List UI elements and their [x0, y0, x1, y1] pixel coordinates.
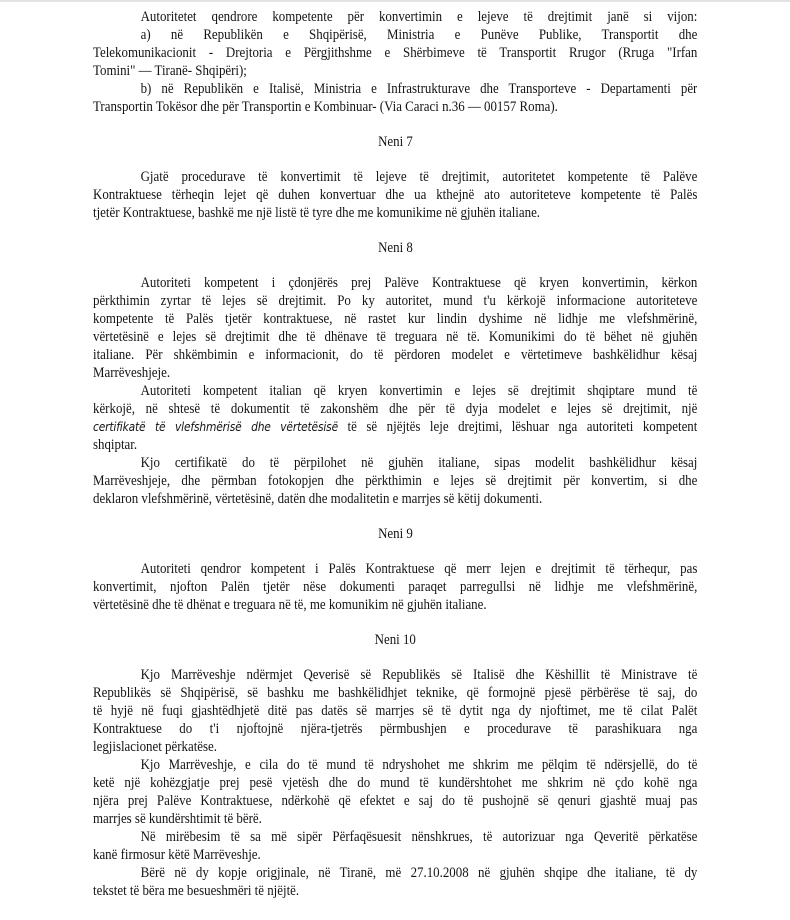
text-line: Gjatë procedurave të konvertimit të lejeve të drejtimit, autoritetet kompetente të Palëve — [140, 168, 697, 185]
text-line: italiane. Për shkëmbimin e informacionit, do të përdoren modelet e vërtetimeve bashkëlidhur kësaj — [93, 346, 697, 363]
text-line: ketë një kohëzgjatje prej pesë vjetësh dhe do mund të kundërshtohet me shkrim në çdo kohë nga — [93, 774, 697, 791]
article-7-paragraph — [93, 168, 697, 222]
text-line: Kontraktuese do t'i njoftojnë njëra-tjetrës përmbushjen e procedurave të parashikuara nga — [93, 720, 697, 737]
text-line: certifikatë të vlefshmërisë dhe vërtetësisë të së njëjtës leje drejtimi, lëshuar nga autoriteti kompetent — [93, 418, 697, 435]
text-line: Autoriteti kompetent i çdonjërës prej Palëve Kontraktuese që kryen konvertimin, kërkon — [140, 274, 697, 291]
article-10-paragraph-4 — [93, 864, 697, 900]
text-line: vërtetësinë dhe të dhënat e treguara në të, me komunikim në gjuhën italiane. — [93, 596, 487, 613]
text-line: konvertimit, njofton Palën tjetër nëse dokumenti paraqet parregullsi në lidhje me vlefshmërinë, — [93, 578, 697, 595]
article-heading: Neni 7 — [377, 133, 413, 150]
text-line: Autoriteti qendror kompetent i Palës Kontraktuese që merr lejen e drejtimit të tërhequr, pas — [140, 560, 697, 577]
article-8-paragraph-3 — [93, 454, 697, 508]
text-line: Autoriteti kompetent italian që kryen konvertimin e lejes së drejtimit shqiptare mund të — [140, 382, 697, 399]
text-line: kompetente të Palës tjetër kontraktuese, në rastet kur lindin dyshime në lidhje me vlefshmërinë, — [93, 310, 697, 327]
document-page — [93, 8, 697, 900]
article-heading: Neni 10 — [374, 631, 416, 648]
text-line: Marrëveshjeje. — [93, 364, 171, 381]
text-line: Kontraktuese tërheqin lejet që duhen konvertuar dhe ua kthejnë ato autoriteteve kompetente të Palës — [93, 186, 697, 203]
text-line: njëra prej Palëve Kontraktuese, ndërkohë që efektet e saj do të pushojnë së qenuri gjashtë muaj pas — [93, 792, 697, 809]
text-line: vërtetësinë e lejes së drejtimit dhe të dhënave të treguara në të. Komunikimi do të bëhet në gjuhën — [93, 328, 697, 345]
article-9-paragraph — [93, 560, 697, 614]
text-line: kanë firmosur këtë Marrëveshje. — [93, 846, 261, 863]
text-line: a) në Republikën e Shqipërisë, Ministria e Punëve Publike, Transportit dhe — [140, 26, 697, 43]
text-line: të hyjë në fuqi gjashtëdhjetë ditë pas datës së marrjes së të dytit nga dy njoftimet, me të cilat Palët — [93, 702, 697, 719]
text-line: Kjo Marrëveshje, e cila do të mund të ndryshohet me shkrim me pëlqim të ndërsjellë, do të — [140, 756, 697, 773]
text-line: legjislacionet përkatëse. — [93, 738, 218, 755]
text-line: Kjo Marrëveshje ndërmjet Qeverisë së Republikës së Italisë dhe Këshillit të Ministrave të — [140, 666, 697, 683]
text-line: tjetër Kontraktuese, bashkë me një listë të tyre dhe me komunikime në gjuhën italiane. — [93, 204, 541, 221]
text-line: kërkojë, në shtesë të dokumentit të zakonshëm dhe për të dyja modelet e lejes së drejtimit, një — [93, 400, 697, 417]
text-line: b) në Republikën e Italisë, Ministria e Infrastrukturave dhe Transporteve - Departamenti për — [140, 80, 697, 97]
article-10-paragraph-3 — [93, 828, 697, 864]
text-line: Kjo certifikatë do të përpilohet në gjuhën italiane, sipas modelit bashkëlidhur kësaj — [140, 454, 697, 471]
text-line: Telekomunikacionit - Drejtoria e Përgjithshme e Shërbimeve të Transportit Rrugor (Rruga "Irfan — [93, 44, 697, 61]
text-line: Tomini" — Tiranë- Shqipëri); — [93, 62, 247, 79]
text-line: deklaron vlefshmërinë, vërtetësinë, datën dhe modalitetin e marrjes së këtij dokumenti. — [93, 490, 543, 507]
article-10-paragraph-1 — [93, 666, 697, 756]
text-line: shqiptar. — [93, 436, 138, 453]
article-8-paragraph-2 — [93, 382, 697, 454]
text-line: Transportin Tokësor dhe për Transportin e Kombinuar- (Via Caraci n.36 — 00157 Roma). — [93, 98, 558, 115]
text-line: Bërë në dy kopje origjinale, në Tiranë, më 27.10.2008 në gjuhën shqipe dhe italiane, të dy — [140, 864, 697, 881]
article-10-paragraph-2 — [93, 756, 697, 828]
text-line: Republikës së Shqipërisë, së bashku me bashkëlidhjet teknike, që formojnë pjesë përbërëse të saj, do — [93, 684, 697, 701]
text-line: përkthimin zyrtar të lejes së drejtimit. Po ky autoritet, mund t'u kërkojë informacione autoriteteve — [93, 292, 697, 309]
text-line: Në mirëbesim të sa më sipër Përfaqësuesit nënshkrues, të autorizuar nga Qeveritë përkatëse — [140, 828, 697, 845]
text-line: tekstet të bëra me besueshmëri të njëjtë. — [93, 882, 300, 899]
article-8-paragraph-1 — [93, 274, 697, 382]
italic-term: certifikatë të vlefshmërisë dhe vërtetësisë — [93, 419, 338, 434]
article-heading: Neni 9 — [377, 525, 413, 542]
text-line: marrjes së kundërshtimit të bërë. — [93, 810, 262, 827]
article-heading: Neni 8 — [377, 239, 413, 256]
intro-paragraph — [93, 8, 697, 116]
text-line: Autoritetet qendrore kompetente për konvertimin e lejeve të drejtimit janë si vijon: — [140, 8, 697, 25]
text-line: Marrëveshjeje, dhe përmban fotokopjen dhe përkthimin e lejes së drejtimit për konvertim, si dhe — [93, 472, 697, 489]
